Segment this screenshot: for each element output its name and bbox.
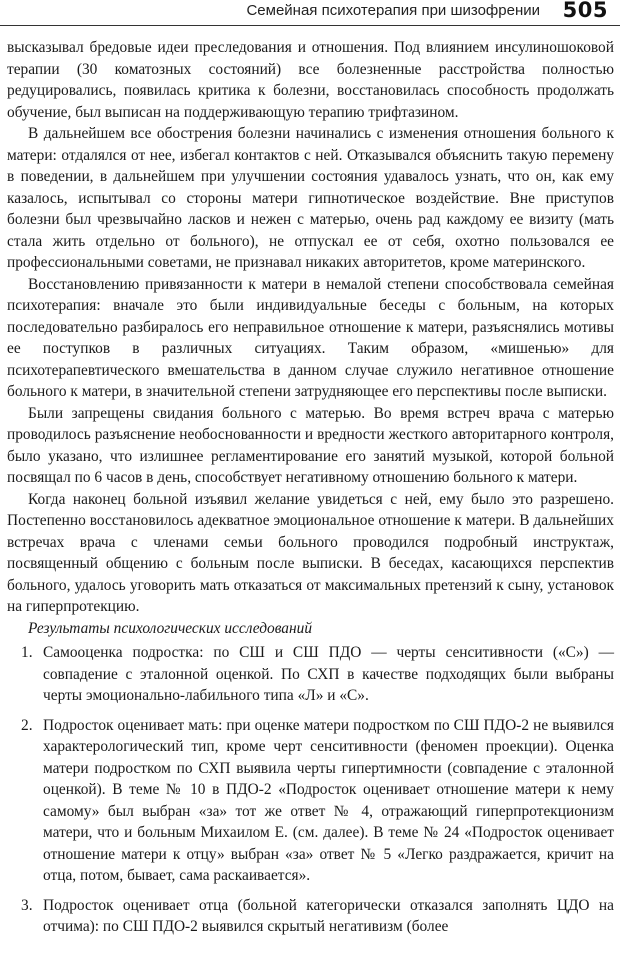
header-rule: [0, 25, 620, 26]
list-item-text: Подросток оценивает отца (больной категорически отказался заполнять ЦДО на отчима): по СШ ПДО-2 выявился скрытый негативизм (более: [43, 896, 614, 935]
list-item-number: 3.: [21, 896, 33, 914]
results-list: [7, 642, 614, 938]
list-item-number: 1.: [21, 644, 33, 661]
paragraph: Восстановлению привязанности к матери в немалой степени способствовала семейная психотерапия: вначале это были индивидуальные беседы с больным, на которых последовательно разбиралось его неправильное отношение к матери, разъяснялись мотивы ее поступков в различных ситуациях. Таким образом, «мишенью» для психотерапевтического вмешательства в данном случае служило негативное отношение больного к матери, в значительной степени затрудняющее его перспективы после выписки.: [7, 275, 614, 400]
section-heading: Результаты психологических исследований: [28, 619, 313, 637]
list-item: [7, 642, 614, 707]
list-item-text: Самооценка подростка: по СШ и СШ ПДО — черты сенситивности («С») — совпадение с эталонной оценкой. По СХП в качестве подходящих были выбраны черты эмоционально-лабильного типа «Л» и «С».: [43, 644, 614, 704]
list-item-text: Подросток оценивает мать: при оценке матери подростком по СШ ПДО-2 не выявился характерологический тип, кроме черт сенситивности (феномен проекции). Оценка матери подростком по СХП выявила черты гипертимности (совпадение с эталонной оценкой). В теме № 10 в ПДО-2 «Подросток оценивает отношение матери к нему самому» был выбран «за» тот же ответ № 4, отражающий гиперпротекционизм матери, что и больным Михаилом Е. (см. далее). В теме № 24 «Подросток оценивает отношение матери к отцу» выбран «за» ответ № 5 «Легко раздражается, кричит на отца, потом, бывает, сама раскаивается».: [43, 716, 614, 884]
paragraph: Когда наконец больной изъявил желание увидеться с ней, ему было это разрешено. Постепенно восстановилось адекватное эмоциональное отношение к матери. В дальнейших встречах врача с членами семьи больного проводился подробный инструктаж, посвященный общению с больным после выписки. В беседах, касающихся перспектив больного, удалось уговорить мать отказаться от максимальных претензий к сыну, установок на гиперпротекцию.: [7, 490, 614, 615]
body-text: [7, 37, 614, 946]
paragraph: Были запрещены свидания больного с матерью. Во время встреч врача с матерью проводилось разъяснение необоснованности и вредности жесткого авторитарного контроля, было указано, что излишнее регламентирование его занятий музыкой, которой больной посвящал по 6 часов в день, способствует негативному отношению больного к матери.: [7, 404, 614, 486]
list-item-number: 2.: [21, 716, 33, 734]
page-number: 505: [562, 0, 608, 22]
paragraph: В дальнейшем все обострения болезни начинались с изменения отношения больного к матери: отдалялся от нее, избегал контактов с ней. Отказывался объяснить такую перемену в поведении, в дальнейшем при улучшении состояния удавалось узнать, что он, как ему казалось, испытывал со стороны матери гипнотическое воздействие. Вне приступов болезни был чрезвычайно ласков и нежен с матерью, очень рад каждому ее визиту (мать стала жить отдельно от больного), не отпускал ее от себя, охотно пользовался ее профессиональными советами, не признавал никаких авторитетов, кроме материнского.: [7, 125, 614, 271]
running-header: [0, 0, 620, 26]
list-item: [7, 715, 614, 887]
list-item: [7, 895, 614, 938]
running-title: Семейная психотерапия при шизофрении: [246, 2, 540, 19]
paragraph: высказывал бредовые идеи преследования и отношения. Под влиянием инсулиношоковой терапии (30 коматозных состояний) все болезненные расстройства полностью редуцировались, появилась критика к болезни, восстановилась способность продолжать обучение, был выписан на поддерживающую терапию трифтазином.: [7, 39, 614, 121]
